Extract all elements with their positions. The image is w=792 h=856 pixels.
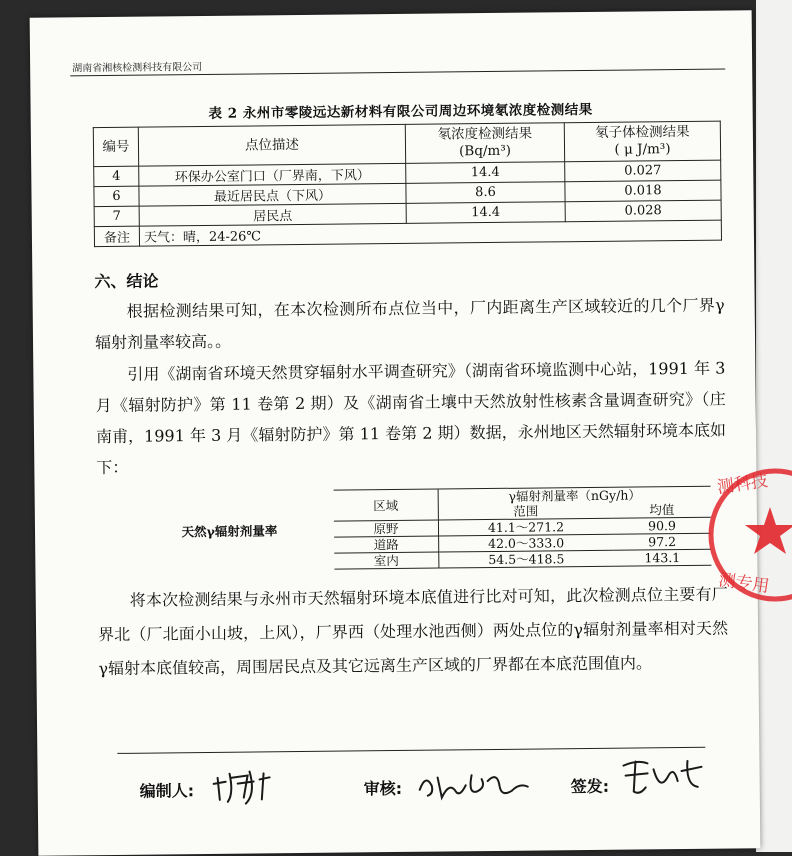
bg-range-header: 范围 bbox=[438, 503, 613, 520]
bg-mean: 97.2 bbox=[613, 533, 711, 550]
cell-id: 7 bbox=[94, 206, 139, 226]
background-radiation-table bbox=[125, 486, 712, 572]
cell-radon: 14.4 bbox=[406, 162, 565, 184]
bg-mean-header: 均值 bbox=[613, 502, 711, 519]
bg-mean: 143.1 bbox=[613, 549, 711, 566]
table-caption: 表 2 永州市零陵远达新材料有限公司周边环境氡浓度检测结果 bbox=[208, 101, 593, 122]
note-label: 备注 bbox=[94, 226, 139, 246]
daughter-header-label: 氡子体检测结果 bbox=[595, 123, 690, 141]
compiler-label: 编制人: bbox=[139, 781, 195, 801]
seal-stamp-icon bbox=[700, 455, 792, 615]
reviewer-label: 审核: bbox=[363, 778, 403, 799]
cell-daughter: 0.027 bbox=[565, 160, 721, 182]
col-header-radon bbox=[405, 123, 564, 164]
col-header-daughter bbox=[564, 121, 720, 162]
note-text: 天气：晴，24-26℃ bbox=[139, 220, 721, 246]
issuer-signature bbox=[617, 751, 708, 804]
bg-range: 41.1～271.2 bbox=[438, 518, 613, 536]
seal-text-top: 测科技 bbox=[715, 471, 770, 498]
cell-location: 最近居民点（下风） bbox=[139, 183, 406, 206]
daughter-header-unit: ( μ J/m³) bbox=[614, 141, 671, 158]
background-edge bbox=[756, 0, 792, 852]
document-page bbox=[30, 10, 761, 856]
bg-range: 42.0～333.0 bbox=[439, 534, 614, 552]
radon-header-unit: (Bq/m³) bbox=[459, 142, 512, 160]
cell-location: 居民点 bbox=[139, 203, 406, 226]
cell-daughter: 0.018 bbox=[565, 180, 721, 202]
cell-location: 环保办公室门口（厂界南，下风） bbox=[139, 163, 406, 186]
bg-mean: 90.9 bbox=[613, 517, 711, 534]
conclusion-paragraph-3: 将本次检测结果与永州市天然辐射环境本底值进行比对可知，此次检测点位主要有厂界北（厂北面小山坡，上风），厂界西（处理水池西侧）两处点位的γ辐射剂量率相对天然γ辐射本底值较高，周围居民点及其它远离生产区域的厂界都在本底范围值内。 bbox=[97, 584, 729, 679]
bg-range: 54.5～418.5 bbox=[439, 550, 614, 568]
seal-text-bottom: 测专用 bbox=[717, 570, 771, 598]
bg-area: 道路 bbox=[334, 536, 439, 553]
col-header-id: 编号 bbox=[93, 127, 138, 166]
bg-rate-header: γ辐射剂量率（nGy/h） bbox=[438, 486, 711, 504]
conclusion-paragraph-2: 引用《湖南省环境天然贯穿辐射水平调查研究》（湖南省环境监测中心站，1991 年 3 月《辐射防护》第 11 卷第 2 期）及《湖南省土壤中天然放射性核素含量调查研究》（庄南甫，1991 年 3 月《辐射防护》第 11 卷第 2 期）数据，永州地区天然辐射环境本底如下： bbox=[95, 358, 727, 478]
cell-radon: 8.6 bbox=[406, 182, 565, 204]
cell-id: 4 bbox=[94, 166, 139, 186]
issuer-label: 签发: bbox=[570, 776, 610, 797]
bg-table-label: 天然γ辐射剂量率 bbox=[181, 522, 278, 539]
radon-header-label: 氡浓度检测结果 bbox=[437, 125, 533, 143]
bg-area: 室内 bbox=[334, 552, 439, 569]
cell-id: 6 bbox=[94, 186, 139, 206]
bg-area: 原野 bbox=[334, 520, 439, 537]
table-header-row bbox=[93, 121, 720, 167]
official-seal bbox=[700, 455, 792, 615]
col-header-location: 点位描述 bbox=[138, 124, 405, 166]
section-title: 六、结论 bbox=[94, 271, 159, 292]
cell-daughter: 0.028 bbox=[565, 200, 721, 222]
reviewer-signature bbox=[415, 761, 535, 806]
compiler-signature bbox=[207, 763, 277, 808]
conclusion-paragraph-1: 根据检测结果可知，在本次检测所布点位当中，厂内距离生产区域较近的几个厂界γ辐射剂量率较高。。 bbox=[94, 295, 725, 353]
bg-area-header: 区域 bbox=[334, 489, 439, 521]
cell-radon: 14.4 bbox=[406, 202, 565, 224]
radon-results-table bbox=[93, 121, 722, 248]
header-company-name: 湖南省湘核检测科技有限公司 bbox=[72, 61, 203, 75]
